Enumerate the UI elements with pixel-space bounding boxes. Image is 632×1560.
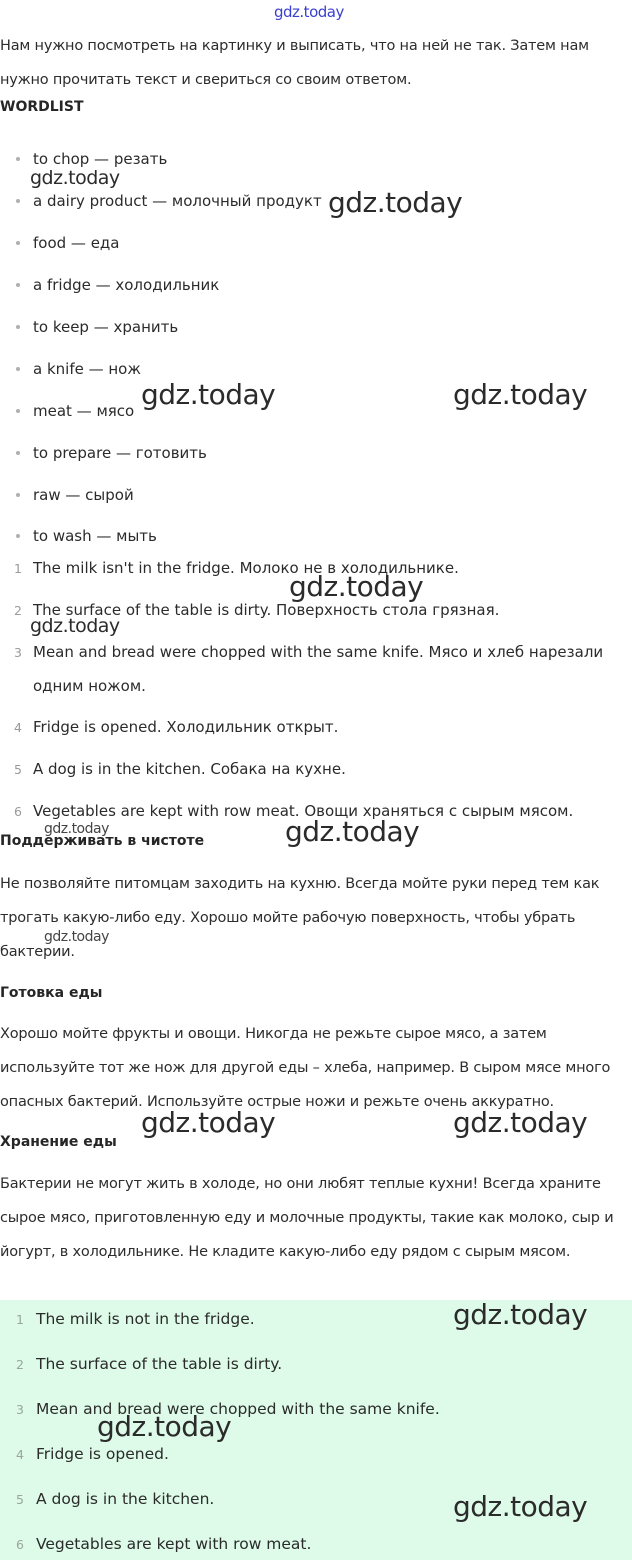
watermark: gdz.today bbox=[44, 929, 109, 945]
answers-block: 1 The milk is not in the fridge. 2 The surface of the table is dirty. 3 Mean and bread were chopped with the same knife. 4 Fridge is opened. 5 A dog is in the kitchen. 6 Vegetables are kept with row meat. bbox=[0, 1300, 632, 1560]
bullet-icon bbox=[16, 451, 20, 455]
section-heading: Хранение еды bbox=[0, 1134, 117, 1150]
watermark: gdz.today bbox=[453, 1298, 588, 1331]
watermark: gdz.today bbox=[453, 1490, 588, 1523]
section-paragraph: Не позволяйте питомцам заходить на кухню. Всегда мойте руки перед тем как трогать какую-либо еду. Хорошо мойте рабочую поверхность, чтобы убрать бактерии. bbox=[0, 876, 600, 960]
bullet-icon bbox=[16, 283, 20, 287]
watermark: gdz.today bbox=[141, 1106, 276, 1139]
bullet-icon bbox=[16, 367, 20, 371]
bullet-icon bbox=[16, 199, 20, 203]
wordlist-heading: WORDLIST bbox=[0, 99, 84, 115]
section-heading: Готовка еды bbox=[0, 985, 103, 1001]
intro-paragraph: Нам нужно посмотреть на картинку и выписать, что на ней не так. Затем нам нужно прочитать текст и свериться со своим ответом. bbox=[0, 38, 589, 88]
watermark: gdz.today bbox=[328, 186, 463, 219]
watermark: gdz.today bbox=[44, 821, 109, 837]
bullet-icon bbox=[16, 534, 20, 538]
watermark: gdz.today bbox=[30, 167, 120, 189]
bullet-icon bbox=[16, 241, 20, 245]
section-heading: Поддерживать в чистоте bbox=[0, 833, 205, 849]
bullet-icon bbox=[16, 325, 20, 329]
watermark: gdz.today bbox=[289, 570, 424, 603]
watermark: gdz.today bbox=[141, 378, 276, 411]
watermark: gdz.today bbox=[453, 378, 588, 411]
section-paragraph: Бактерии не могут жить в холоде, но они любят теплые кухни! Всегда храните сырое мясо, приготовленную еду и молочные продукты, такие как молоко, сыр и йогурт, в холодильнике. Не кладите какую-либо еду рядом с сырым мясом. bbox=[0, 1176, 614, 1260]
watermark: gdz.today bbox=[30, 615, 120, 637]
watermark: gdz.today bbox=[97, 1410, 232, 1443]
watermark: gdz.today bbox=[285, 815, 420, 848]
watermark: gdz.today bbox=[453, 1106, 588, 1139]
section-paragraph: Хорошо мойте фрукты и овощи. Никогда не режьте сырое мясо, а затем используйте тот же нож для другой еды – хлеба, например. В сыром мясе много опасных бактерий. Используйте острые ножи и режьте очень аккуратно. bbox=[0, 1026, 611, 1110]
bullet-icon bbox=[16, 493, 20, 497]
top-watermark: gdz.today bbox=[274, 3, 344, 21]
bullet-icon bbox=[16, 409, 20, 413]
bullet-icon bbox=[16, 157, 20, 161]
